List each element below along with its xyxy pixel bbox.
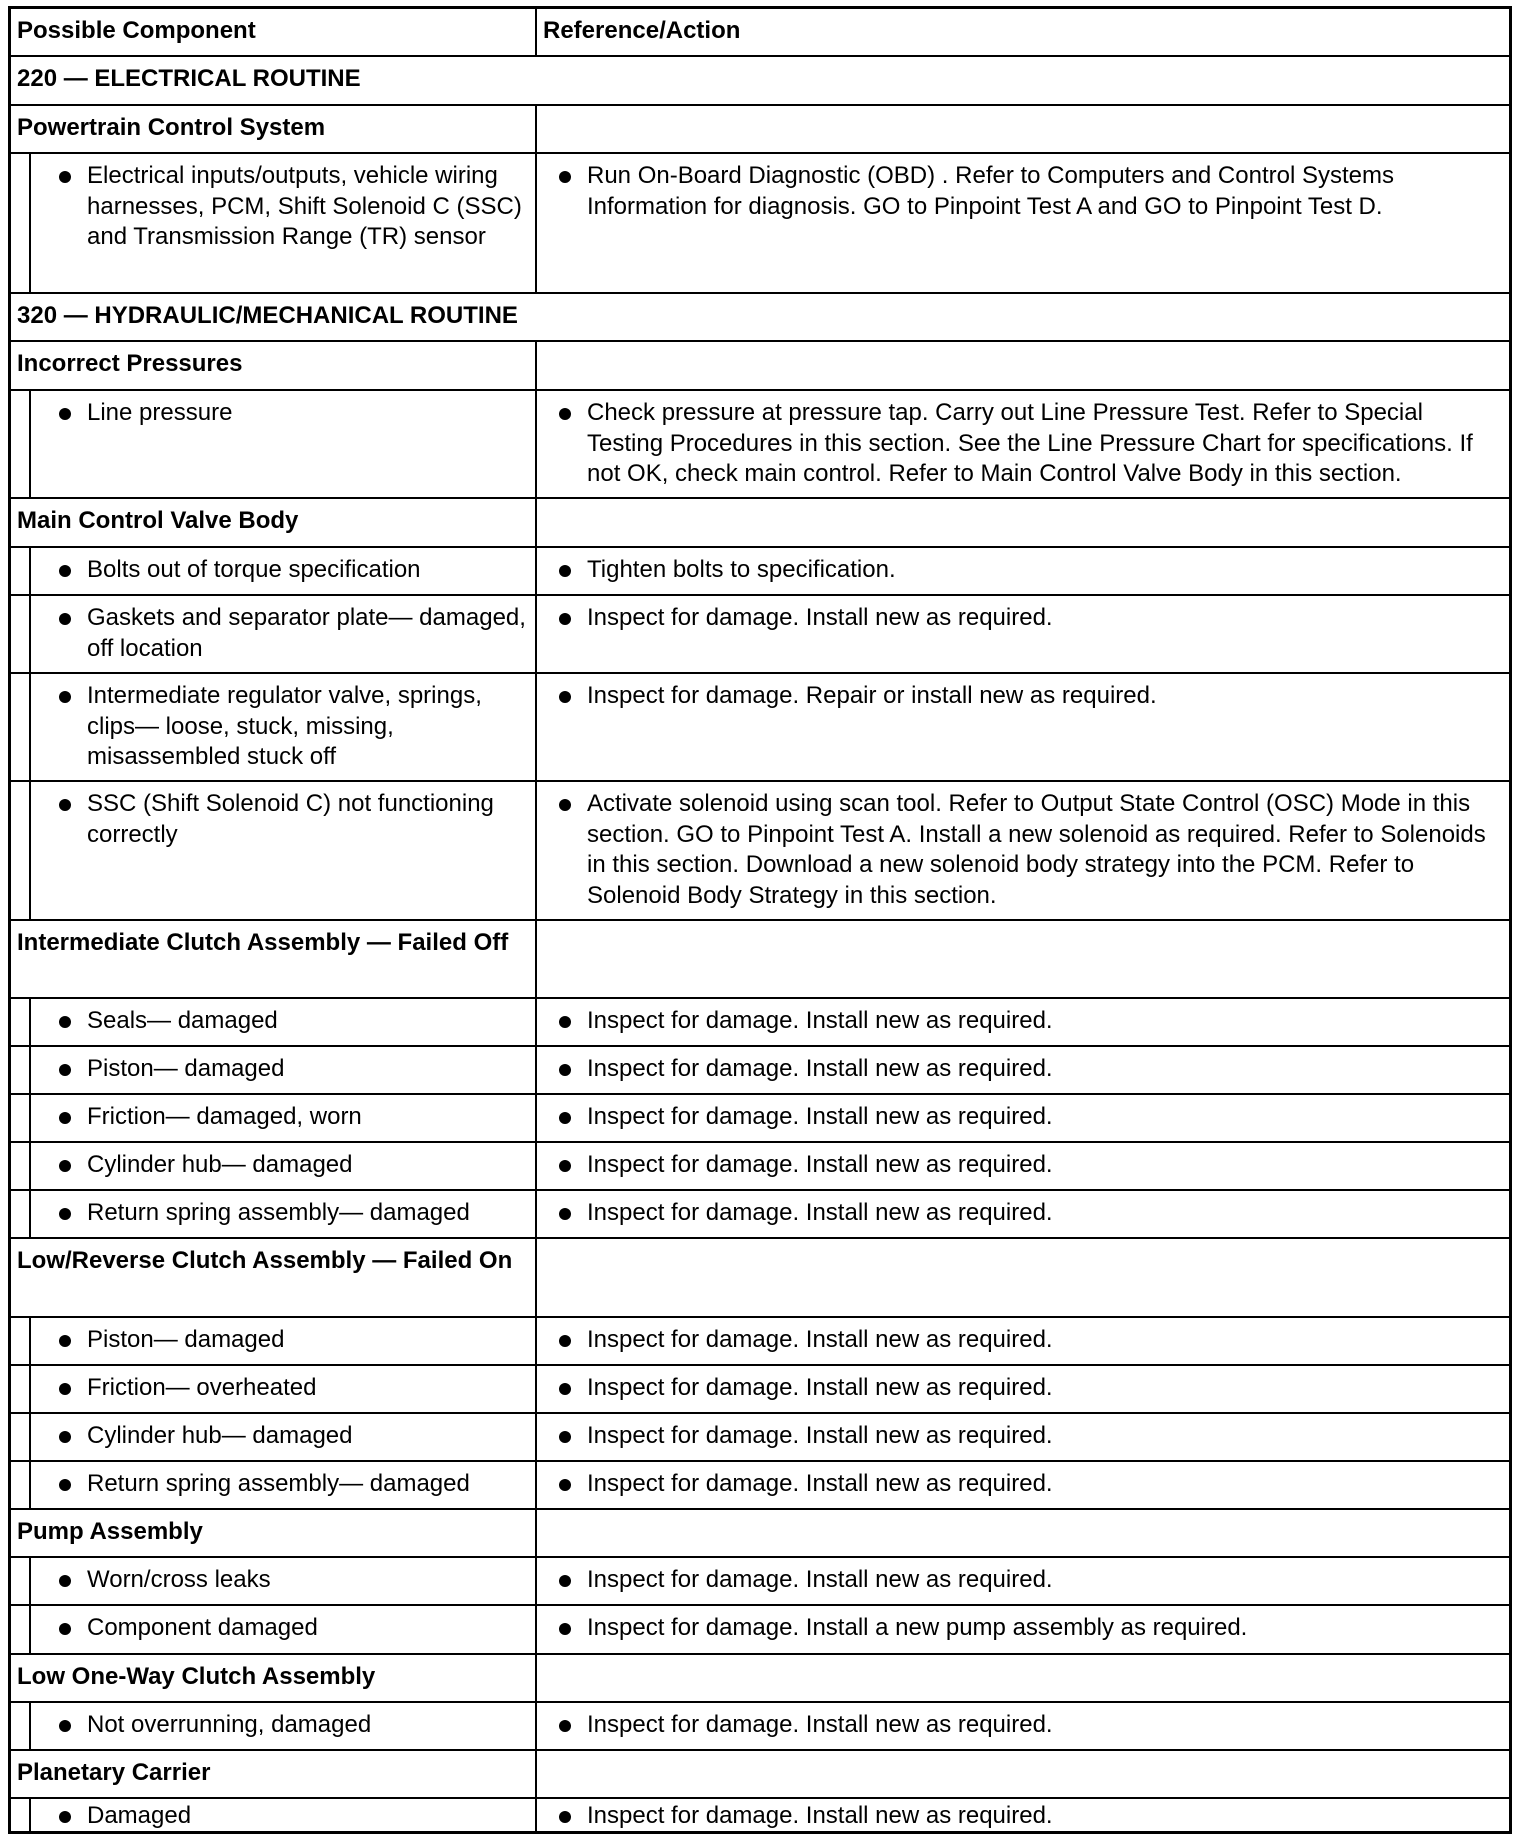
- section-title: 220 — ELECTRICAL ROUTINE: [17, 65, 361, 92]
- group-row: [11, 106, 1509, 154]
- table-row: [11, 1191, 1509, 1239]
- bullet-icon: [59, 1575, 71, 1587]
- bullet-icon: [59, 1064, 71, 1076]
- group-row: [11, 1751, 1509, 1799]
- action-item: Inspect for damage. Repair or install new as required.: [559, 674, 1503, 712]
- component-item: Friction— damaged, worn: [59, 1095, 529, 1133]
- table-row: [11, 1318, 1509, 1366]
- section-row: [11, 57, 1509, 106]
- bullet-icon: [559, 565, 571, 577]
- component-item: Piston— damaged: [59, 1318, 529, 1356]
- bullet-icon: [59, 1383, 71, 1395]
- table-row: [11, 1047, 1509, 1095]
- bullet-icon: [559, 613, 571, 625]
- component-item: Friction— overheated: [59, 1366, 529, 1404]
- bullet-icon: [59, 171, 71, 183]
- group-row: [11, 1655, 1509, 1703]
- bullet-icon: [559, 1064, 571, 1076]
- table-row: [11, 548, 1509, 596]
- action-item: Inspect for damage. Install new as required.: [559, 1414, 1503, 1452]
- bullet-icon: [559, 1811, 571, 1823]
- table-row: [11, 154, 1509, 294]
- table-row: [11, 674, 1509, 782]
- component-item: SSC (Shift Solenoid C) not functioning correctly: [59, 782, 529, 850]
- action-item: Inspect for damage. Install new as required.: [559, 1799, 1503, 1832]
- component-item: Component damaged: [59, 1606, 529, 1644]
- table-row: [11, 596, 1509, 674]
- bullet-icon: [59, 1112, 71, 1124]
- component-item: Cylinder hub— damaged: [59, 1143, 529, 1181]
- group-title: Powertrain Control System: [17, 114, 326, 141]
- group-row: [11, 1239, 1509, 1318]
- table-row: [11, 1143, 1509, 1191]
- table-header-row: [11, 9, 1509, 57]
- table-row: [11, 999, 1509, 1047]
- bullet-icon: [559, 799, 571, 811]
- table-row: [11, 782, 1509, 921]
- bullet-icon: [59, 1811, 71, 1823]
- table-row: [11, 1462, 1509, 1510]
- bullet-icon: [59, 1160, 71, 1172]
- table-row: [11, 1703, 1509, 1751]
- component-item: Piston— damaged: [59, 1047, 529, 1085]
- table-row: [11, 1799, 1509, 1831]
- bullet-icon: [559, 1575, 571, 1587]
- action-item: Run On-Board Diagnostic (OBD) . Refer to Computers and Control Systems Information for diagnosis. GO to Pinpoint Test A and GO to Pinpoint Test D.: [559, 154, 1503, 222]
- action-item: Inspect for damage. Install new as required.: [559, 596, 1503, 634]
- bullet-icon: [59, 1431, 71, 1443]
- bullet-icon: [559, 1016, 571, 1028]
- action-item: Inspect for damage. Install new as required.: [559, 1558, 1503, 1596]
- bullet-icon: [559, 1431, 571, 1443]
- table-row: [11, 1095, 1509, 1143]
- action-item: Check pressure at pressure tap. Carry out Line Pressure Test. Refer to Special Testing Procedures in this section. See the Line Pressure Chart for specifications. If not OK, check main control. Refer to Main Control Valve Body in this section.: [559, 391, 1503, 490]
- table-row: [11, 1558, 1509, 1606]
- bullet-icon: [559, 408, 571, 420]
- bullet-icon: [59, 1720, 71, 1732]
- action-item: Inspect for damage. Install new as required.: [559, 1191, 1503, 1229]
- action-item: Inspect for damage. Install new as required.: [559, 1318, 1503, 1356]
- bullet-icon: [559, 1383, 571, 1395]
- group-title: Pump Assembly: [17, 1518, 203, 1545]
- action-item: Tighten bolts to specification.: [559, 548, 1503, 586]
- group-row: [11, 342, 1509, 391]
- table-row: [11, 1366, 1509, 1414]
- component-item: Line pressure: [59, 391, 529, 429]
- group-row: [11, 1510, 1509, 1558]
- component-item: Gaskets and separator plate— damaged, off location: [59, 596, 529, 664]
- section-title: 320 — HYDRAULIC/MECHANICAL ROUTINE: [17, 302, 518, 329]
- bullet-icon: [59, 565, 71, 577]
- bullet-icon: [559, 1112, 571, 1124]
- component-item: Not overrunning, damaged: [59, 1703, 529, 1741]
- bullet-icon: [59, 613, 71, 625]
- bullet-icon: [59, 1335, 71, 1347]
- bullet-icon: [559, 1335, 571, 1347]
- group-row: [11, 499, 1509, 548]
- bullet-icon: [559, 1623, 571, 1635]
- action-item: Inspect for damage. Install new as required.: [559, 1047, 1503, 1085]
- bullet-icon: [59, 1479, 71, 1491]
- bullet-icon: [559, 171, 571, 183]
- component-item: Bolts out of torque specification: [59, 548, 529, 586]
- component-item: Return spring assembly— damaged: [59, 1191, 529, 1229]
- action-item: Inspect for damage. Install a new pump assembly as required.: [559, 1606, 1503, 1644]
- bullet-icon: [559, 1720, 571, 1732]
- action-item: Inspect for damage. Install new as required.: [559, 999, 1503, 1037]
- component-item: Damaged: [59, 1799, 529, 1832]
- bullet-icon: [559, 691, 571, 703]
- group-title: Low/Reverse Clutch Assembly — Failed On: [17, 1247, 513, 1274]
- action-item: Inspect for damage. Install new as required.: [559, 1143, 1503, 1181]
- section-row: [11, 294, 1509, 342]
- action-item: Activate solenoid using scan tool. Refer to Output State Control (OSC) Mode in this section. GO to Pinpoint Test A. Install a new solenoid as required. Refer to Solenoids in this section. Download a new solenoid body strategy into the PCM. Refer to Solenoid Body Strategy in this section.: [559, 782, 1503, 911]
- table-row: [11, 391, 1509, 499]
- action-item: Inspect for damage. Install new as required.: [559, 1462, 1503, 1500]
- bullet-icon: [559, 1479, 571, 1491]
- component-item: Seals— damaged: [59, 999, 529, 1037]
- group-title: Main Control Valve Body: [17, 507, 299, 534]
- component-item: Return spring assembly— damaged: [59, 1462, 529, 1500]
- column-header-component: Possible Component: [17, 17, 256, 44]
- action-item: Inspect for damage. Install new as required.: [559, 1703, 1503, 1741]
- action-item: Inspect for damage. Install new as required.: [559, 1366, 1503, 1404]
- group-row: [11, 921, 1509, 999]
- bullet-icon: [59, 408, 71, 420]
- bullet-icon: [559, 1160, 571, 1172]
- diagnostic-table: [8, 6, 1512, 1834]
- component-item: Electrical inputs/outputs, vehicle wiring harnesses, PCM, Shift Solenoid C (SSC) and Transmission Range (TR) sensor: [59, 154, 529, 253]
- column-header-action: Reference/Action: [543, 17, 741, 44]
- table-row: [11, 1606, 1509, 1655]
- bullet-icon: [59, 799, 71, 811]
- bullet-icon: [59, 1016, 71, 1028]
- component-item: Cylinder hub— damaged: [59, 1414, 529, 1452]
- component-item: Worn/cross leaks: [59, 1558, 529, 1596]
- bullet-icon: [559, 1208, 571, 1220]
- component-item: Intermediate regulator valve, springs, clips— loose, stuck, missing, misassembled stuck off: [59, 674, 529, 773]
- bullet-icon: [59, 691, 71, 703]
- bullet-icon: [59, 1208, 71, 1220]
- table-row: [11, 1414, 1509, 1462]
- group-title: Low One-Way Clutch Assembly: [17, 1663, 376, 1690]
- group-title: Planetary Carrier: [17, 1759, 211, 1786]
- group-title: Incorrect Pressures: [17, 350, 243, 377]
- bullet-icon: [59, 1623, 71, 1635]
- action-item: Inspect for damage. Install new as required.: [559, 1095, 1503, 1133]
- group-title: Intermediate Clutch Assembly — Failed Off: [17, 929, 509, 956]
